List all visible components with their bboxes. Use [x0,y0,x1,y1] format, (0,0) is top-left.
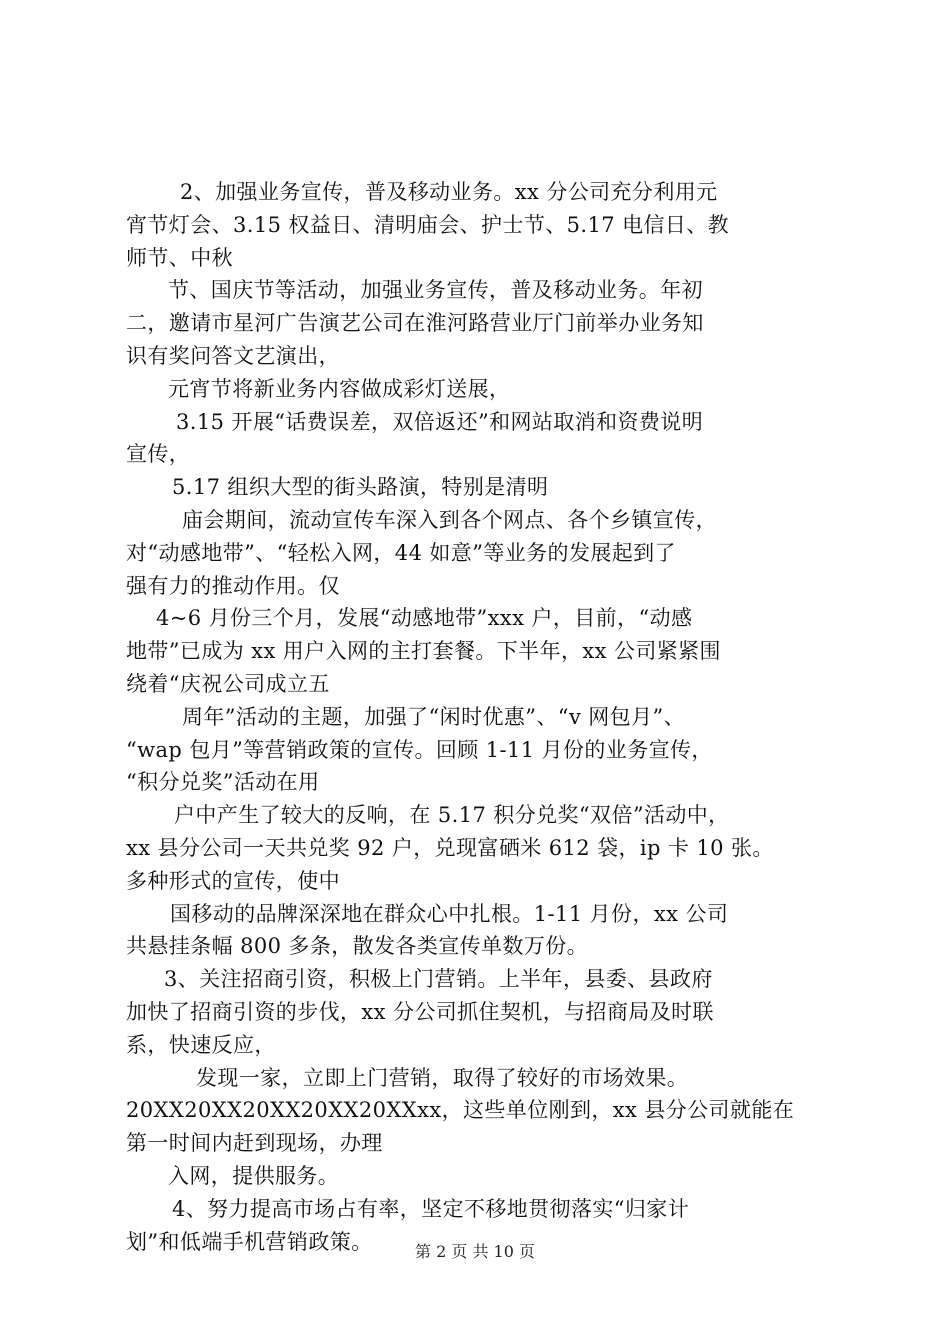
text-line: 20XX20XX20XX20XX20XXxx，这些单位刚到，xx 县分公司就能在 [126,1098,795,1123]
text-line: 绕着“庆祝公司成立五 [126,671,330,696]
text-line: 入网，提供服务。 [168,1163,340,1188]
text-line: 庙会期间，流动宣传车深入到各个网点、各个乡镇宣传， [182,507,717,532]
text-line: 对“动感地带”、“轻松入网，44 如意”等业务的发展起到了 [126,540,676,565]
text-line: 3.15 开展“话费误差，双倍返还”和网站取消和资费说明 [176,409,704,434]
text-line: 4~6 月份三个月，发展“动感地带”xxx 户，目前，“动感 [156,606,693,631]
text-line: 划”和低端手机营销政策。 [126,1229,373,1254]
text-line: 系，快速反应， [126,1032,276,1057]
text-line: 地带”已成为 xx 用户入网的主打套餐。下半年，xx 公司紧紧围 [126,639,721,664]
text-line: 元宵节将新业务内容做成彩灯送展， [168,376,511,401]
text-line: 二，邀请市星河广告演艺公司在淮河路营业厅门前举办业务知 [126,311,704,336]
text-line: 节、国庆节等活动，加强业务宣传，普及移动业务。年初 [168,278,703,303]
text-line: 周年”活动的主题，加强了“闲时优惠”、“v 网包月”、 [182,704,686,729]
text-line: 识有奖问答文艺演出， [126,343,340,368]
text-line: 5.17 组织大型的街头路演，特别是清明 [172,475,549,500]
text-line: 宵节灯会、3.15 权益日、清明庙会、护士节、5.17 电信日、教 [126,212,730,237]
text-line: 师节、中秋 [126,245,233,270]
page-number-footer: 第 2 页 共 10 页 [415,1242,535,1261]
text-line: 发现一家，立即上门营销，取得了较好的市场效果。 [196,1065,689,1090]
text-line: 加快了招商引资的步伐，xx 分公司抓住契机，与招商局及时联 [126,999,714,1024]
text-line: 户中产生了较大的反响，在 5.17 积分兑奖“双倍”活动中， [174,803,730,828]
text-line: “wap 包月”等营销政策的宣传。回顾 1-11 月份的业务宣传， [126,737,713,762]
text-line: 共悬挂条幅 800 多条，散发各类宣传单数万份。 [126,934,589,959]
text-line: 4、努力提高市场占有率，坚定不移地贯彻落实“归家计 [172,1196,690,1221]
document-body [126,176,834,1258]
text-line: 3、关注招商引资，积极上门营销。上半年，县委、县政府 [164,967,713,992]
text-line: “积分兑奖”活动在用 [126,770,320,795]
text-line: 国移动的品牌深深地在群众心中扎根。1-11 月份，xx 公司 [170,901,729,926]
text-line: 第一时间内赶到现场，办理 [126,1131,383,1156]
text-line: 2、加强业务宣传，普及移动业务。xx 分公司充分利用元 [180,180,718,204]
text-line: xx 县分公司一天共兑奖 92 户，兑现富硒米 612 袋，ip 卡 10 张。 [126,835,774,860]
text-line: 宣传， [126,442,191,467]
text-line: 多种形式的宣传，使中 [126,868,340,893]
text-line: 强有力的推动作用。仅 [126,573,340,598]
